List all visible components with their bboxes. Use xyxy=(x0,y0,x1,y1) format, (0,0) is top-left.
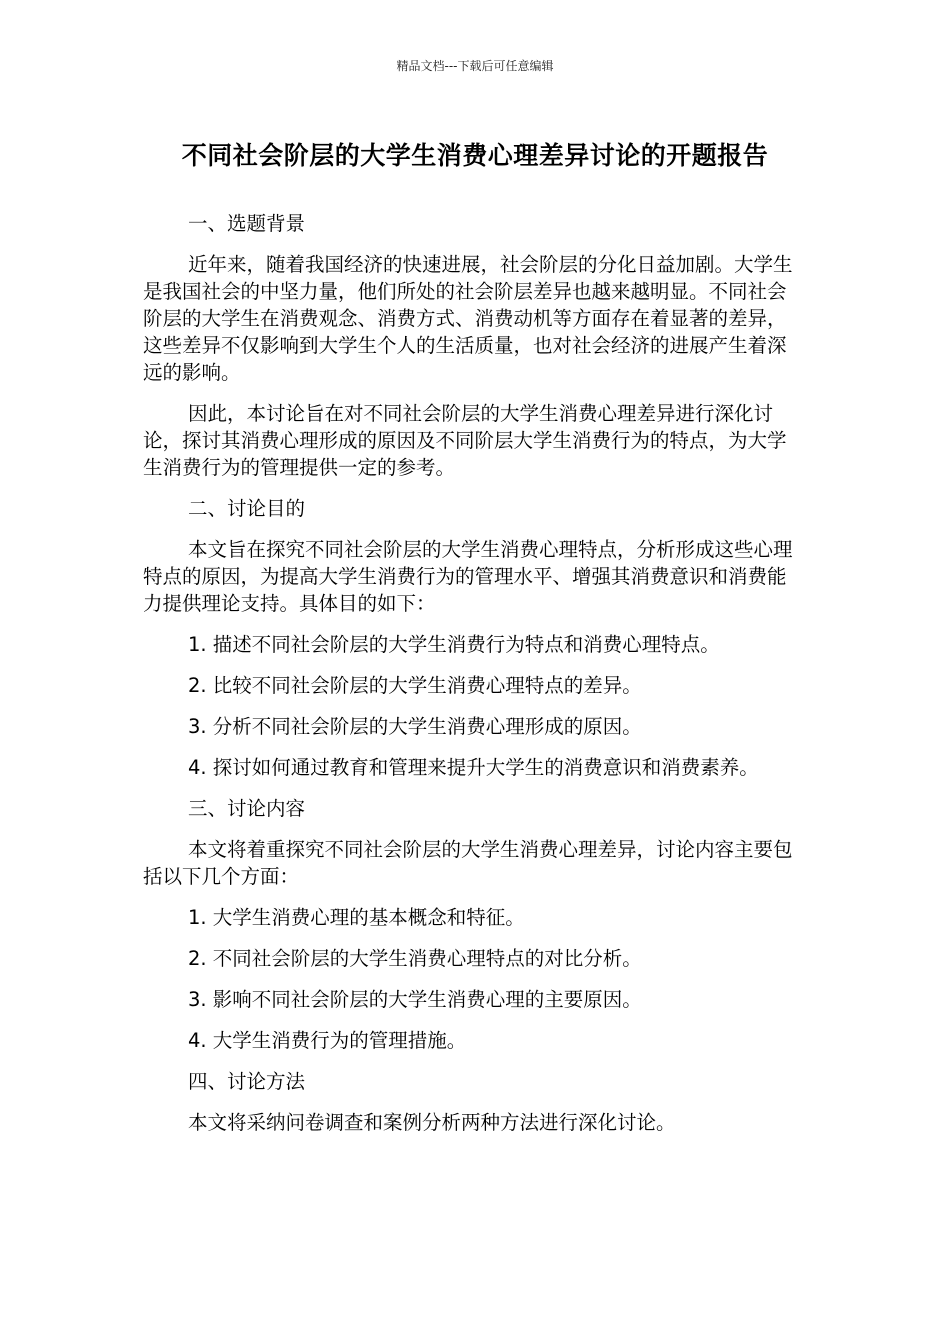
section-heading-purpose: 二、讨论目的 xyxy=(188,497,306,520)
section-heading-method: 四、讨论方法 xyxy=(188,1070,306,1093)
content-intro: 本文将着重探究不同社会阶层的大学生消费心理差异，讨论内容主要包括以下几个方面： xyxy=(143,838,793,888)
method-paragraph: 本文将采纳问卷调查和案例分析两种方法进行深化讨论。 xyxy=(188,1111,676,1134)
document-title: 不同社会阶层的大学生消费心理差异讨论的开题报告 xyxy=(181,141,769,170)
purpose-list-item: 1. 描述不同社会阶层的大学生消费行为特点和消费心理特点。 xyxy=(188,633,720,656)
content-list-item: 2. 不同社会阶层的大学生消费心理特点的对比分析。 xyxy=(188,947,642,970)
purpose-intro: 本文旨在探究不同社会阶层的大学生消费心理特点，分析形成这些心理特点的原因，为提高大学生消费行为的管理水平、增强其消费意识和消费能力提供理论支持。具体目的如下： xyxy=(143,538,793,615)
purpose-list-item: 2. 比较不同社会阶层的大学生消费心理特点的差异。 xyxy=(188,674,642,697)
header-note: 精品文档---下载后可任意编辑 xyxy=(396,59,554,73)
section-heading-background: 一、选题背景 xyxy=(188,212,306,235)
content-list-item: 4. 大学生消费行为的管理措施。 xyxy=(188,1029,467,1052)
background-paragraph-1: 近年来，随着我国经济的快速进展，社会阶层的分化日益加剧。大学生是我国社会的中坚力量，他们所处的社会阶层差异也越来越明显。不同社会阶层的大学生在消费观念、消费方式、消费动机等方面存在着显著的差异，这些差异不仅影响到大学生个人的生活质量，也对社会经济的进展产生着深远的影响。 xyxy=(143,253,793,384)
content-list-item: 3. 影响不同社会阶层的大学生消费心理的主要原因。 xyxy=(188,988,642,1011)
document-body xyxy=(143,210,793,1150)
purpose-list-item: 4. 探讨如何通过教育和管理来提升大学生的消费意识和消费素养。 xyxy=(188,756,759,779)
background-paragraph-2: 因此，本讨论旨在对不同社会阶层的大学生消费心理差异进行深化讨论，探讨其消费心理形成的原因及不同阶层大学生消费行为的特点，为大学生消费行为的管理提供一定的参考。 xyxy=(143,402,787,479)
content-list-item: 1. 大学生消费心理的基本概念和特征。 xyxy=(188,906,525,929)
section-heading-content: 三、讨论内容 xyxy=(188,797,306,820)
purpose-list-item: 3. 分析不同社会阶层的大学生消费心理形成的原因。 xyxy=(188,715,642,738)
